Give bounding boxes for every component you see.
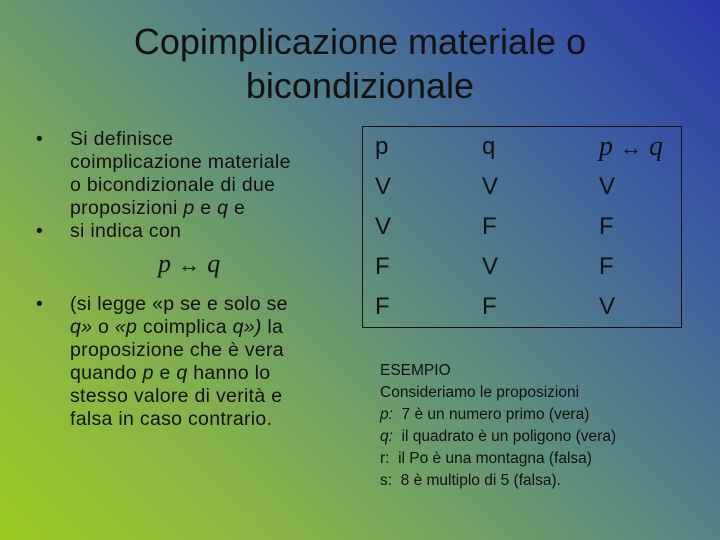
cell-result: F [599,253,614,280]
formula-q: q [207,249,221,278]
bullet-line: o bicondizionale di due [70,174,276,196]
bullet-line: quando p e q hanno lo [70,362,271,384]
biconditional-formula [30,243,340,285]
bullet-reading [30,293,340,431]
truth-table-row [363,247,682,287]
example-s: s: 8 è multiplo di 5 (falsa). [380,472,561,489]
truth-table [362,126,682,328]
example-q: q: il quadrato è un poligono (vera) [380,428,617,445]
cell-p: F [375,253,390,280]
biconditional-arrow-icon: ↔ [620,135,642,160]
biconditional-arrow-icon: ↔ [178,252,201,277]
bullet-line: q» o «p coimplica q») la [70,316,284,338]
header-p: p [375,133,389,160]
definition-text [30,128,340,431]
truth-table-header [363,127,682,168]
slide-title [60,20,660,108]
example-r: r: il Po è una montagna (falsa) [380,450,592,467]
cell-result: V [599,173,616,200]
truth-table-row [363,167,682,207]
bullet-line: • si indica con [70,220,182,242]
formula-p: p [158,249,172,278]
cell-p: V [375,213,392,240]
cell-result: V [599,293,616,320]
bullet-line: coimplicazione materiale [70,151,291,173]
bullet-definition [30,128,340,220]
header-biconditional: p ↔ q [599,131,663,162]
bullet-notation [30,220,340,243]
example-box [380,360,616,492]
cell-p: F [375,293,390,320]
example-heading: ESEMPIO [380,362,451,379]
bullet-line: proposizione che è vera [70,339,284,361]
truth-table-row [363,287,682,328]
truth-table-row [363,207,682,247]
bullet-line: proposizioni p e q e [70,197,246,219]
cell-q: F [482,213,497,240]
bullet-line: stesso valore di verità e [70,385,283,407]
title-line-1: Copimplicazione materiale o [133,21,587,62]
header-q: q [482,133,496,160]
title-line-2: bicondizionale [245,65,475,106]
bullet-line: • (si legge «p se e solo se [70,293,288,315]
example-p: p: 7 è un numero primo (vera) [380,406,590,423]
bullet-line: • Si definisce [70,128,174,150]
bullet-line: falsa in caso contrario. [70,408,273,430]
cell-q: V [482,253,499,280]
cell-q: F [482,293,497,320]
cell-result: F [599,213,614,240]
cell-p: V [375,173,392,200]
cell-q: V [482,173,499,200]
example-intro: Consideriamo le proposizioni [380,384,580,401]
